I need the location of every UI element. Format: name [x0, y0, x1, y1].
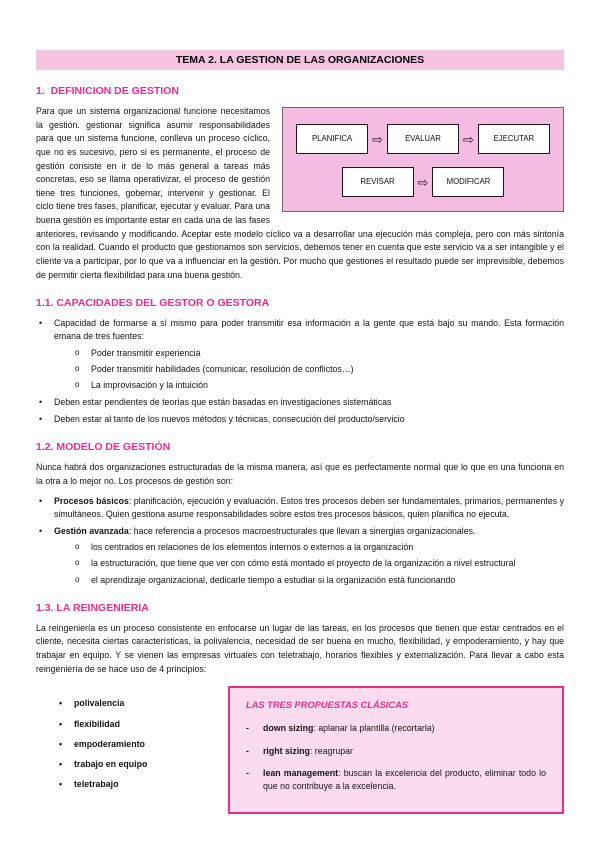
list-item-text: los centrados en relaciones de los elementos internos o externos a la organización: [91, 542, 414, 553]
arrow-right-icon: ⇨: [372, 131, 383, 147]
list-item-text: Capacidad de formarse a sí mismo para poder transmitir esa información a la gente que está bajo su mando. Esta formación emana de tres fuentes:: [54, 318, 564, 342]
box-item-term: right sizing: [263, 745, 310, 756]
dash-bullet: -: [246, 723, 249, 734]
list-item: [56, 758, 216, 771]
list-item: [56, 697, 216, 710]
gestion-avanzada-sublist: [74, 541, 564, 587]
dash-bullet: -: [246, 767, 249, 778]
propuestas-clasicas-box: [228, 686, 564, 814]
list-item-text: Deben estar pendientes de teorías que están basadas en investigaciones sistemáticas: [54, 397, 392, 408]
intro-text: Para que un sistema organizacional funcione necesitamos la gestión. gestionar significa asumir responsabilidades para que un sistema funcione, conlleva un proceso cíclico, que no es sucesivo, pero si es permanente, el proceso de gestión consiste en ir de lo más general a tareas más concretas, eso se llama operativizar, el proceso de gestión tiene tres funciones, gobernar, intervenir y gestionar. El ciclo tiene tres fases, planificar, ejecutar y evaluar. Para una buena gestión es importante estar en cada una de las fases anteriores, revisando y modificando. Aceptar este modelo cíclico va a desarrollar una ejecución más compleja, pero con más sintonía con la realidad. Cuando el producto que gestionamos son servicios, debemos tener en cuenta que este servicio va a ser intangible y el cliente va a participar, por lo que va a influenciar en la gestión. Por mucho que gestiones el resultado puede ser imprevisible, debemos de permitir cierta flexibilidad para una buena gestión.: [36, 106, 564, 280]
box-item-right-sizing: [246, 745, 546, 758]
heading-modelo-de-gestion: 1.2. MODELO DE GESTIÓN: [36, 441, 171, 454]
principles-list: [56, 690, 216, 798]
list-item-text: la estructuración, que tiene que ver con cómo está montado el proyecto de la organización a nivel estructural: [91, 558, 516, 569]
box-item-down-sizing: [246, 722, 546, 735]
diagram-box-modificar: MODIFICAR: [432, 167, 504, 197]
list-item: [74, 379, 564, 392]
diagram-box-ejecutar: EJECUTAR: [478, 124, 550, 154]
list-item-text: polivalencia: [74, 698, 125, 709]
list-item-text: Deben estar al tanto de los nuevos métodos y técnicas, consecución del producto/servicio: [54, 414, 405, 425]
list-item-text: empoderamiento: [74, 738, 145, 749]
list-item: [36, 396, 564, 409]
list-item-text: La improvisación y la intuición: [91, 379, 208, 390]
list-item-text: teletrabajo: [74, 779, 119, 790]
list-item-term: Gestión avanzada: [54, 526, 129, 537]
reingenieria-bottom-section: [36, 686, 564, 814]
list-item: [74, 557, 564, 570]
list-item: [56, 718, 216, 731]
box-item-desc: : buscan la excelencia del producto, eliminar todo lo que no contribuye a la excelencia.: [263, 767, 546, 791]
box-item-lean-management: [246, 767, 546, 793]
diagram-box-revisar: REVISAR: [342, 167, 414, 197]
list-item: [36, 525, 564, 587]
box-item-term: down sizing: [263, 723, 314, 734]
dash-bullet: -: [246, 745, 249, 756]
list-item-text: Poder transmitir habilidades (comunicar, resolución de conflictos…): [91, 363, 354, 374]
list-item: [74, 541, 564, 554]
capacidades-list: [36, 317, 564, 426]
list-item: [74, 363, 564, 376]
list-item-text: : hace referencia a procesos macroestructurales que llevan a sinergias organizacionales.: [128, 526, 476, 537]
diagram-top-row: [291, 124, 555, 154]
modelo-intro-paragraph: Nunca habrá dos organizaciones estructuradas de la misma manera, así que es perfectamente normal que lo que en una funciona en la otra a lo mejor no. Los procesos de gestión son:: [36, 462, 564, 487]
procesos-list: [36, 495, 564, 587]
arrow-right-icon: ⇨: [417, 174, 429, 190]
list-item-text: Poder transmitir experiencia: [91, 347, 201, 358]
diagram-bottom-row: [291, 167, 555, 203]
list-item: [36, 495, 564, 521]
document-title: TEMA 2. LA GESTION DE LAS ORGANIZACIONES: [36, 50, 564, 70]
list-item-text: el aprendizaje organizacional, dedicarle tiempo a estudiar si la organización está funcionando: [91, 574, 456, 585]
heading-definicion-de-gestion: 1. DEFINICION DE GESTION: [36, 85, 179, 97]
gestion-cycle-diagram: [282, 107, 564, 212]
list-item-term: Procesos básicos: [54, 495, 129, 506]
list-item: [56, 778, 216, 791]
heading-capacidades-gestor: 1.1. CAPACIDADES DEL GESTOR O GESTORA: [36, 297, 270, 310]
box-item-desc: : aplanar la plantilla (recortarla): [313, 723, 435, 734]
list-item-text: : planificación, ejecución y evaluación. Estos tres procesos deben ser fundamentales, primarios, permanentes y simultáneos. Quien gestiona asume responsabilidades sobre estos tres procesos básicos, quien planifica no ejecuta.: [54, 495, 565, 519]
reingenieria-paragraph: La reingeniería es un proceso consistente en enfocarse un lugar de las tareas, en los procesos que tienen que estar centrados en el cliente, necesita ciertas características, la polivalencia, necesidad de ser buena en mucho, flexibilidad, y empoderamiento, y hay que trabajar en equipo. Y se vienen las empresas virtuales con teletrabajo, horarios flexibles y externalización. Para llevar a cabo esta reingeniería de se hace uso de 4 principios:: [36, 622, 564, 674]
box-item-desc: : reagrupar: [309, 745, 353, 756]
arrow-right-icon: ⇨: [463, 131, 474, 147]
list-item-text: flexibilidad: [74, 718, 120, 729]
diagram-box-planifica: PLANIFICA: [296, 124, 368, 154]
diagram-box-evaluar: EVALUAR: [387, 124, 459, 154]
box-item-term: lean management: [263, 767, 339, 778]
list-item: [36, 317, 564, 392]
list-item: [74, 574, 564, 587]
list-item: [56, 738, 216, 751]
heading-reingenieria: 1.3. LA REINGENIERIA: [36, 601, 149, 614]
list-item-text: trabajo en equipo: [74, 758, 148, 769]
list-item: [74, 347, 564, 360]
list-item: [36, 413, 564, 426]
propuestas-clasicas-title: LAS TRES PROPUESTAS CLÁSICAS: [246, 700, 409, 711]
capacidades-sublist: [74, 347, 564, 393]
intro-paragraph: [36, 105, 564, 282]
